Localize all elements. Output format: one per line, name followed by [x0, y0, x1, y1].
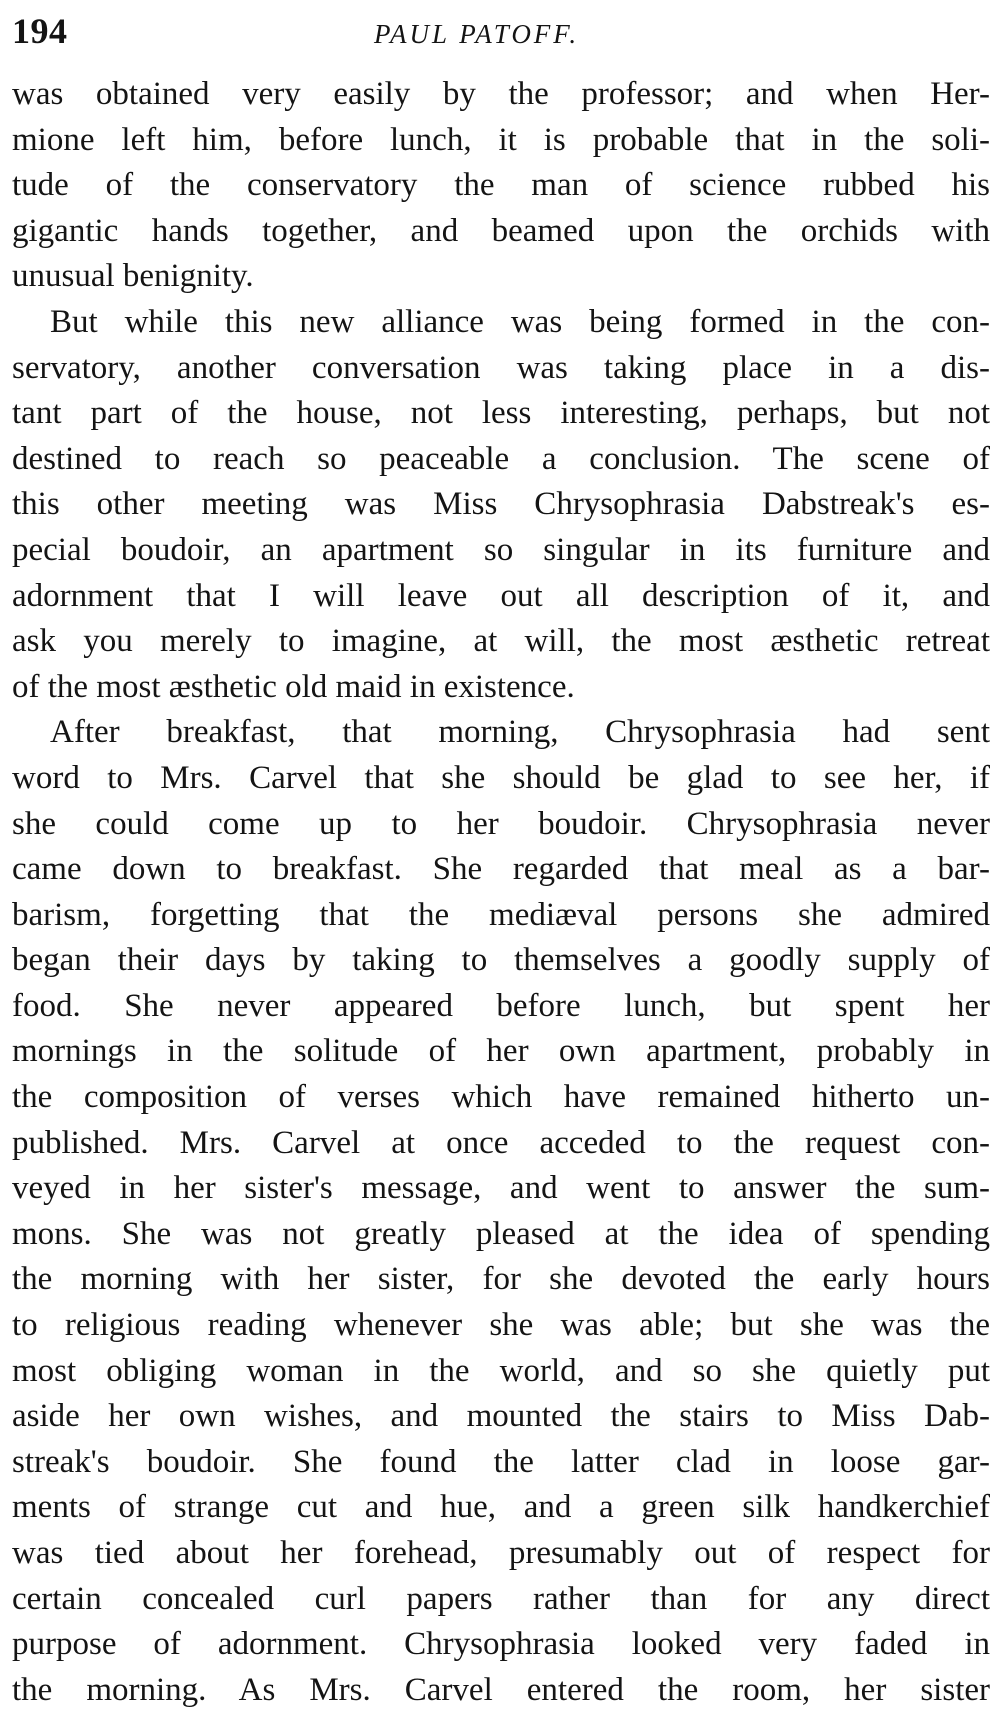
- running-title: PAUL PATOFF.: [374, 19, 580, 49]
- text-line: streak's boudoir. She found the latter clad in loose gar-: [12, 1443, 990, 1480]
- text-line: was obtained very easily by the professor; and when Her-: [12, 76, 990, 112]
- text-line: purpose of adornment. Chrysophrasia looked very faded in: [12, 1626, 990, 1663]
- text-line: veyed in her sister's message, and went to answer the sum-: [12, 1170, 990, 1207]
- text-line: the morning. As Mrs. Carvel entered the room, her sister: [12, 1671, 990, 1708]
- text-line: was tied about her forehead, presumably out of respect for: [12, 1535, 990, 1571]
- text-line: published. Mrs. Carvel at once acceded to the request con-: [12, 1124, 990, 1161]
- text-line: mione left him, before lunch, it is probable that in the soli-: [12, 121, 990, 158]
- text-line: unusual benignity.: [12, 258, 254, 295]
- text-line: adornment that I will leave out all description of it, and: [12, 577, 990, 614]
- text-line: she could come up to her boudoir. Chrysophrasia never: [12, 805, 990, 842]
- text-line: ments of strange cut and hue, and a green silk handkerchief: [12, 1489, 990, 1526]
- text-line: gigantic hands together, and beamed upon the orchids with: [12, 212, 990, 249]
- page-header: [12, 10, 987, 60]
- text-line: After breakfast, that morning, Chrysophrasia had sent: [50, 714, 990, 751]
- body-text: [12, 72, 990, 1713]
- text-line: word to Mrs. Carvel that she should be glad to see her, if: [12, 759, 990, 796]
- text-line: destined to reach so peaceable a conclusion. The scene of: [12, 440, 990, 477]
- text-line: this other meeting was Miss Chrysophrasia Dabstreak's es-: [12, 486, 990, 523]
- text-line: servatory, another conversation was taking place in a dis-: [12, 349, 990, 386]
- text-line: aside her own wishes, and mounted the stairs to Miss Dab-: [12, 1398, 990, 1435]
- text-line: mons. She was not greatly pleased at the idea of spending: [12, 1215, 990, 1252]
- page-number: 194: [12, 11, 68, 51]
- text-line: pecial boudoir, an apartment so singular in its furniture and: [12, 531, 990, 568]
- text-line: tant part of the house, not less interesting, perhaps, but not: [12, 395, 990, 432]
- text-line: the morning with her sister, for she devoted the early hours: [12, 1261, 990, 1298]
- text-line: the composition of verses which have remained hitherto un-: [12, 1079, 990, 1116]
- text-line: began their days by taking to themselves a goodly supply of: [12, 942, 990, 979]
- text-line: barism, forgetting that the mediæval persons she admired: [12, 896, 990, 933]
- text-line: most obliging woman in the world, and so she quietly put: [12, 1352, 990, 1389]
- text-line: ask you merely to imagine, at will, the most æsthetic retreat: [12, 623, 990, 660]
- text-line: tude of the conservatory the man of science rubbed his: [12, 167, 990, 204]
- text-line: food. She never appeared before lunch, but spent her: [12, 987, 990, 1024]
- text-line: of the most æsthetic old maid in existence.: [12, 668, 575, 705]
- text-line: But while this new alliance was being formed in the con-: [50, 303, 990, 340]
- text-line: to religious reading whenever she was able; but she was the: [12, 1307, 990, 1344]
- text-line: mornings in the solitude of her own apartment, probably in: [12, 1033, 990, 1070]
- text-line: came down to breakfast. She regarded that meal as a bar-: [12, 851, 990, 888]
- text-line: certain concealed curl papers rather than for any direct: [12, 1580, 990, 1617]
